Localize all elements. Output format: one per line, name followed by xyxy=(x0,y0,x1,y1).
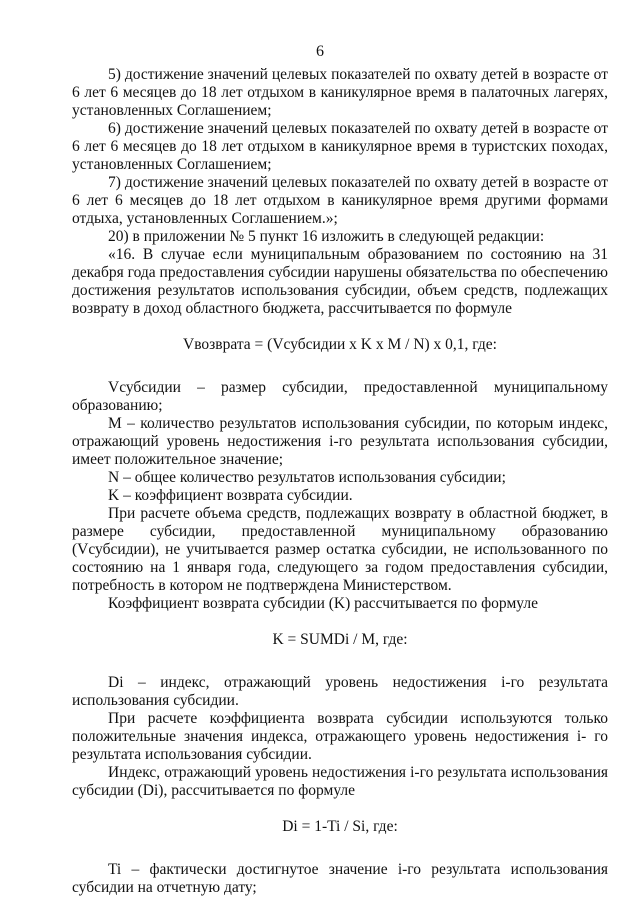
definition-v-subsidy: Vсубсидии – размер субсидии, предоставленной муниципальному образованию; xyxy=(72,379,608,414)
definition-n: N – общее количество результатов использования субсидии; xyxy=(108,469,506,486)
definition-ti: Ti – фактически достигнутое значение i-го результата использования субсидии на отчетную дату; xyxy=(72,861,608,896)
formula-di: Di = 1-Ti / Si, где: xyxy=(282,818,398,835)
definition-di: Di – индекс, отражающий уровень недостижения i-го результата использования субсидии. xyxy=(72,674,608,709)
document-body xyxy=(72,66,608,897)
paragraph-item-5: 5) достижение значений целевых показателей по охвату детей в возрасте от 6 лет 6 месяцев до 18 лет отдыхом в каникулярное время в палаточных лагерях, установленных Соглашением; xyxy=(72,66,608,119)
paragraph-item-6: 6) достижение значений целевых показателей по охвату детей в возрасте от 6 лет 6 месяцев до 18 лет отдыхом в каникулярное время в туристских походах, установленных Соглашением; xyxy=(72,120,608,173)
definition-k: K – коэффициент возврата субсидии. xyxy=(108,487,353,504)
paragraph-item-7: 7) достижение значений целевых показателей по охвату детей в возрасте от 6 лет 6 месяцев до 18 лет отдыхом в каникулярное время другими формами отдыха, установленных Соглашением.»; xyxy=(72,174,608,227)
paragraph-k-formula-intro: Коэффициент возврата субсидии (K) рассчитывается по формуле xyxy=(108,595,538,612)
paragraph-item-20: 20) в приложении № 5 пункт 16 изложить в следующей редакции: xyxy=(108,228,545,245)
paragraph-positive-values: При расчете коэффициента возврата субсидии используются только положительные значения индекса, отражающего уровень недостижения i- го результата использования субсидии. xyxy=(72,710,608,763)
definition-m: M – количество результатов использования субсидии, по которым индекс, отражающий уровень недостижения i-го результата использования субсидии, имеет положительное значение; xyxy=(72,415,608,468)
formula-k: K = SUMDi / M, где: xyxy=(272,631,408,648)
paragraph-clause-16: «16. В случае если муниципальным образованием по состоянию на 31 декабря года предоставления субсидии нарушены обязательства по обеспечению достижения результатов использования субсидии, объем средств, подлежащих возврату в доход областного бюджета, рассчитывается по формуле xyxy=(72,246,608,317)
paragraph-di-formula-intro: Индекс, отражающий уровень недостижения i-го результата использования субсидии (Di), рассчитывается по формуле xyxy=(72,764,608,799)
formula-v-return: Vвозврата = (Vсубсидии х K х M / N) х 0,1, где: xyxy=(183,336,497,353)
page-number: 6 xyxy=(316,43,324,60)
paragraph-calculation-note: При расчете объема средств, подлежащих возврату в областной бюджет, в размере субсидии, предоставленной муниципальному образованию (Vсубсидии), не учитывается размер остатка субсидии, не использованного по состоянию на 1 января года, следующего за годом предоставления субсидии, потребность в котором не подтверждена Министерством. xyxy=(72,505,608,594)
